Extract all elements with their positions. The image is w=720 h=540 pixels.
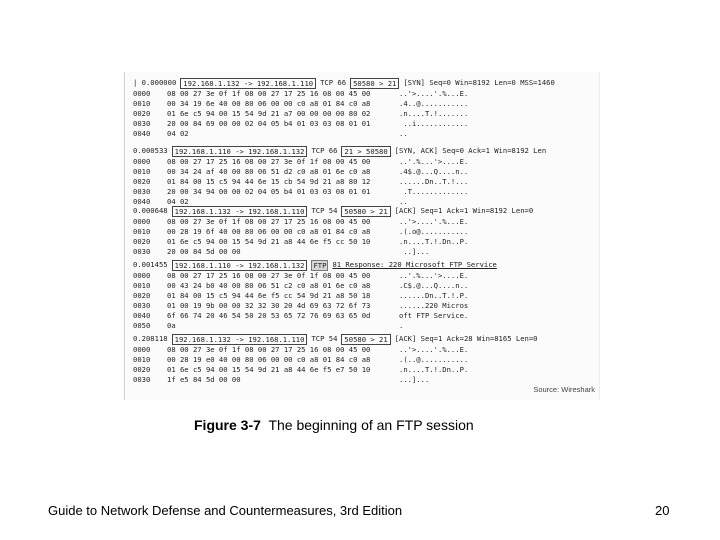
packet-ports: 50580 > 21 (350, 78, 399, 89)
hex-bytes: 00 28 19 6f 40 00 80 06 00 00 c0 a8 01 84 c0 a8 (167, 227, 371, 236)
hex-bytes: 04 02 (167, 129, 189, 138)
hex-bytes: 01 84 00 15 c5 94 44 6e f5 cc 54 9d 21 a8 50 18 (167, 291, 371, 300)
hex-row (133, 177, 595, 187)
hex-ascii: .4$.@...Q....n.. (399, 167, 469, 176)
packet-addresses: 192.168.1.132 -> 192.168.1.110 (172, 206, 308, 217)
hex-offset: 0050 (133, 321, 151, 330)
packet-summary (133, 78, 595, 89)
packet-capture-figure (124, 72, 600, 400)
packet-summary (133, 146, 595, 157)
hex-offset: 0020 (133, 177, 151, 186)
hex-ascii: ..'>....'.%...E. (399, 89, 469, 98)
hex-row (133, 119, 595, 129)
hex-row (133, 281, 595, 291)
packet-entry (133, 78, 595, 139)
packet-entry (133, 260, 595, 331)
hex-bytes: 20 00 84 69 00 00 02 04 05 b4 01 03 03 08 01 01 (167, 119, 371, 128)
hex-ascii: .(.o@........... (399, 227, 469, 236)
packet-summary (133, 260, 595, 271)
hex-bytes: 0a (167, 321, 176, 330)
hex-bytes: 00 34 19 6e 40 00 80 06 00 00 c0 a8 01 84 c0 a8 (167, 99, 371, 108)
hex-row (133, 345, 595, 355)
hex-row (133, 321, 595, 331)
hex-row (133, 291, 595, 301)
hex-bytes: 6f 66 74 20 46 54 50 20 53 65 72 76 69 63 65 0d (167, 311, 371, 320)
hex-ascii: .n....T.!....... (399, 109, 469, 118)
hex-ascii: ..'>....'.%...E. (399, 345, 469, 354)
hex-bytes: 01 00 19 9b 00 00 32 32 30 20 4d 69 63 72 6f 73 (167, 301, 371, 310)
packet-addresses: 192.168.1.132 -> 192.168.1.110 (180, 78, 316, 89)
hex-ascii: ......220 Micros (399, 301, 469, 310)
hex-ascii: ..]... (399, 247, 430, 256)
packet-time: 0.000648 (133, 206, 168, 216)
packet-addresses: 192.168.1.132 -> 192.168.1.110 (172, 334, 308, 345)
hex-offset: 0000 (133, 345, 151, 354)
hex-row (133, 129, 595, 139)
packet-addresses: 192.168.1.110 -> 192.168.1.132 (172, 146, 308, 157)
packet-info: 81 Response: 220 Microsoft FTP Service (332, 260, 497, 270)
hex-offset: 0000 (133, 157, 151, 166)
hex-ascii: ..'>....'.%...E. (399, 217, 469, 226)
hex-bytes: 01 84 00 15 c5 94 44 6e 15 cb 54 9d 21 a8 80 12 (167, 177, 371, 186)
hex-ascii: .T............. (399, 187, 469, 196)
hex-offset: 0010 (133, 281, 151, 290)
packet-entry (133, 146, 595, 207)
hex-offset: 0040 (133, 129, 151, 138)
figure-credit: Source: Wireshark (533, 385, 595, 395)
packet-ports: 50580 > 21 (341, 206, 390, 217)
hex-row (133, 157, 595, 167)
hex-row (133, 89, 595, 99)
packet-ports: 21 > 50580 (341, 146, 390, 157)
packet-entry (133, 334, 595, 385)
hex-row (133, 247, 595, 257)
hex-offset: 0030 (133, 187, 151, 196)
packet-summary (133, 334, 595, 345)
hex-bytes: 20 00 34 94 00 00 02 04 05 b4 01 03 03 08 01 01 (167, 187, 371, 196)
hex-offset: 0030 (133, 301, 151, 310)
hex-bytes: 01 6e c5 94 00 15 54 9d 21 a8 44 6e f5 e7 50 10 (167, 365, 371, 374)
hex-row (133, 217, 595, 227)
hex-ascii: oft FTP Service. (399, 311, 469, 320)
hex-bytes: 01 6e c5 94 00 15 54 9d 21 a8 44 6e f5 cc 50 10 (167, 237, 371, 246)
hex-offset: 0020 (133, 109, 151, 118)
hex-ascii: .4..@........... (399, 99, 469, 108)
packet-summary (133, 206, 595, 217)
hex-offset: 0000 (133, 89, 151, 98)
hex-ascii: ...]... (399, 375, 430, 384)
hex-bytes: 08 00 27 17 25 16 08 00 27 3e 0f 1f 08 00 45 00 (167, 157, 371, 166)
hex-offset: 0010 (133, 227, 151, 236)
hex-row (133, 355, 595, 365)
hex-bytes: 08 00 27 3e 0f 1f 08 00 27 17 25 16 08 00 45 00 (167, 217, 371, 226)
packet-info: [ACK] Seq=1 Ack=1 Win=8192 Len=0 (394, 206, 534, 216)
hex-ascii: ..'.%...'>....E. (399, 271, 469, 280)
packet-protocol: TCP 66 (320, 78, 347, 88)
packet-ports: 50580 > 21 (341, 334, 390, 345)
hex-row (133, 271, 595, 281)
packet-time: 0.000533 (133, 146, 168, 156)
hex-bytes: 00 28 19 e0 40 00 80 06 00 00 c0 a8 01 84 c0 a8 (167, 355, 371, 364)
hex-offset: 0020 (133, 365, 151, 374)
hex-offset: 0040 (133, 311, 151, 320)
packet-protocol: TCP 54 (311, 206, 338, 216)
hex-row (133, 167, 595, 177)
hex-ascii: .. (399, 197, 408, 206)
packet-info: [ACK] Seq=1 Ack=28 Win=8165 Len=0 (394, 334, 538, 344)
packet-protocol: TCP 66 (311, 146, 338, 156)
hex-offset: 0000 (133, 271, 151, 280)
hex-offset: 0010 (133, 99, 151, 108)
hex-bytes: 04 02 (167, 197, 189, 206)
hex-row (133, 109, 595, 119)
hex-ascii: . (399, 321, 404, 330)
hex-ascii: .n....T.!.Dn..P. (399, 365, 469, 374)
hex-row (133, 365, 595, 375)
hex-offset: 0020 (133, 291, 151, 300)
packet-time: | 0.000000 (133, 78, 177, 88)
packet-entry (133, 206, 595, 257)
hex-offset: 0000 (133, 217, 151, 226)
figure-label: Figure 3-7 (194, 417, 261, 433)
hex-offset: 0030 (133, 247, 151, 256)
hex-row (133, 227, 595, 237)
hex-row (133, 375, 595, 385)
packet-addresses: 192.168.1.110 -> 192.168.1.132 (172, 260, 308, 271)
figure-caption (194, 417, 474, 433)
hex-row (133, 237, 595, 247)
hex-bytes: 00 34 24 af 40 00 80 06 51 d2 c0 a8 01 6e c0 a8 (167, 167, 371, 176)
hex-row (133, 311, 595, 321)
hex-bytes: 1f e5 84 5d 00 00 (167, 375, 241, 384)
hex-ascii: .(..@........... (399, 355, 469, 364)
hex-ascii: ..i............ (399, 119, 469, 128)
hex-offset: 0040 (133, 197, 151, 206)
hex-bytes: 08 00 27 3e 0f 1f 08 00 27 17 25 16 08 00 45 00 (167, 345, 371, 354)
hex-ascii: .n....T.!.Dn..P. (399, 237, 469, 246)
hex-ascii: ......Dn..T.!... (399, 177, 469, 186)
hex-bytes: 20 00 84 5d 00 00 (167, 247, 241, 256)
packet-info: [SYN] Seq=0 Win=8192 Len=0 MSS=1460 (403, 78, 555, 88)
packet-time: 0.208118 (133, 334, 168, 344)
hex-bytes: 01 6e c5 94 00 15 54 9d 21 a7 00 00 00 00 80 02 (167, 109, 371, 118)
packet-info: [SYN, ACK] Seq=0 Ack=1 Win=8192 Len (394, 146, 547, 156)
page-number: 20 (655, 503, 670, 518)
figure-caption-text: The beginning of an FTP session (268, 417, 474, 433)
hex-ascii: ..'.%...'>....E. (399, 157, 469, 166)
hex-ascii: .C$.@...Q....n.. (399, 281, 469, 290)
packet-time: 0.001455 (133, 260, 168, 270)
hex-ascii: .. (399, 129, 408, 138)
footer-book-title: Guide to Network Defense and Countermeasures, 3rd Edition (48, 503, 403, 518)
hex-offset: 0030 (133, 119, 151, 128)
hex-offset: 0010 (133, 167, 151, 176)
hex-ascii: ......Dn..T.!.P. (399, 291, 469, 300)
hex-bytes: 00 43 24 b0 40 00 80 06 51 c2 c0 a8 01 6e c0 a8 (167, 281, 371, 290)
hex-offset: 0030 (133, 375, 151, 384)
hex-row (133, 187, 595, 197)
hex-offset: 0010 (133, 355, 151, 364)
hex-bytes: 08 00 27 17 25 16 08 00 27 3e 0f 1f 08 00 45 00 (167, 271, 371, 280)
hex-offset: 0020 (133, 237, 151, 246)
packet-protocol: TCP 54 (311, 334, 338, 344)
hex-bytes: 08 00 27 3e 0f 1f 08 00 27 17 25 16 08 00 45 00 (167, 89, 371, 98)
packet-protocol: FTP (313, 261, 327, 270)
hex-row (133, 99, 595, 109)
hex-row (133, 301, 595, 311)
